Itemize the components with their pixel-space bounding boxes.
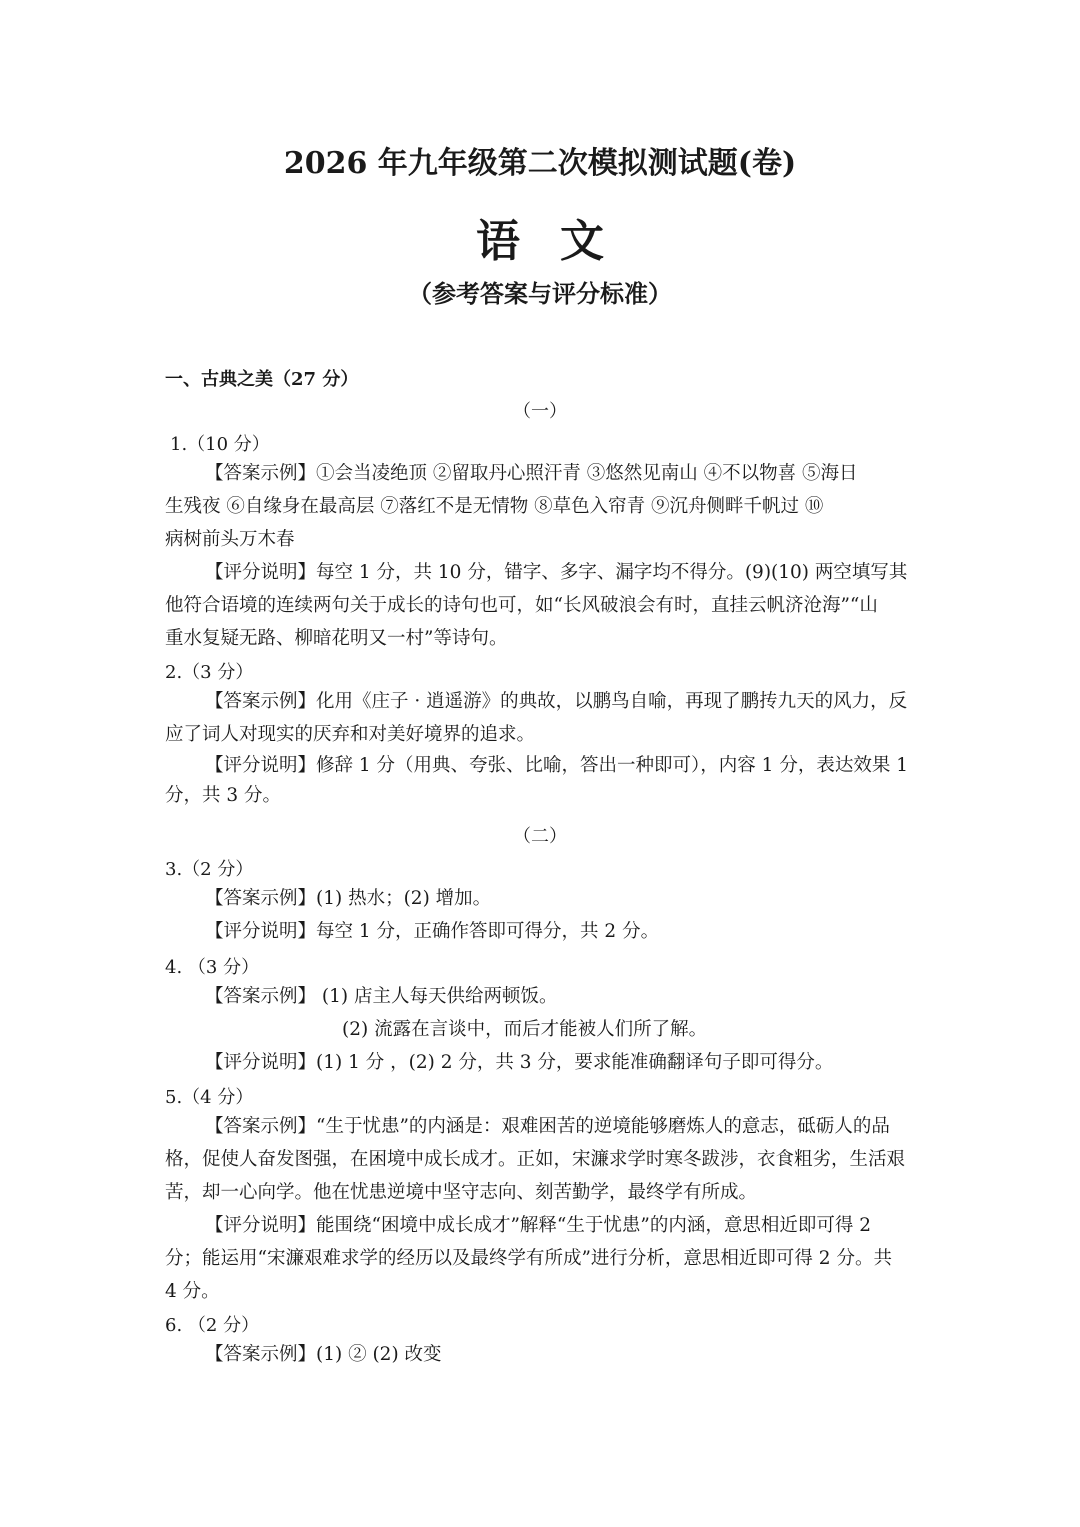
q1-answer-line-3: 病树前头万木春 [165, 529, 295, 550]
q1-answer-line-1: 【答案示例】①会当凌绝顶 ②留取丹心照汗青 ③悠然见南山 ④不以物喜 ⑤海日 [205, 463, 858, 484]
exam-title: 2026 年九年级第二次模拟测试题(卷) [283, 146, 797, 181]
q1-score-line-3: 重水复疑无路、柳暗花明又一村”等诗句。 [165, 628, 508, 649]
q1-score-line-2: 他符合语境的连续两句关于成长的诗句也可，如“长风破浪会有时，直挂云帆济沧海”“山 [165, 595, 878, 616]
q5-answer-line-2: 格，促使人奋发图强，在困境中成长成才。正如，宋濂求学时寒冬跋涉，衣食粗劣，生活艰 [165, 1149, 906, 1170]
question-3-number: 3.（2 分） [165, 859, 254, 880]
q4-answer-line-2: (2) 流露在言谈中，而后才能被人们所了解。 [342, 1019, 708, 1040]
q3-score: 【评分说明】每空 1 分，正确作答即可得分，共 2 分。 [205, 921, 660, 942]
q5-answer-line-3: 苦，却一心向学。他在忧患逆境中坚守志向、刻苦勤学，最终学有所成。 [165, 1182, 758, 1203]
part-two-heading: （二） [513, 826, 567, 847]
q5-score-line-1: 【评分说明】能围绕“困境中成长成才”解释“生于忧患”的内涵，意思相近即可得 2 [205, 1215, 871, 1236]
question-5-number: 5.（4 分） [165, 1087, 254, 1108]
q4-score: 【评分说明】(1) 1 分 ，(2) 2 分，共 3 分，要求能准确翻译句子即可得分。 [205, 1052, 834, 1073]
part-one-heading: （一） [513, 401, 567, 422]
q2-answer-line-2: 应了词人对现实的厌弃和对美好境界的追求。 [165, 724, 536, 745]
q2-answer-line-1: 【答案示例】化用《庄子 · 逍遥游》的典故，以鹏鸟自喻，再现了鹏抟九天的风力，反 [205, 691, 908, 712]
q5-score-line-3: 4 分。 [165, 1281, 220, 1302]
q3-answer: 【答案示例】(1) 热水；(2) 增加。 [205, 888, 492, 909]
q2-score-line-1: 【评分说明】修辞 1 分（用典、夸张、比喻，答出一种即可），内容 1 分，表达效果 1 [205, 755, 908, 776]
question-6-number: 6. （2 分） [165, 1315, 260, 1336]
question-4-number: 4. （3 分） [165, 957, 260, 978]
subject-title: 语文 [476, 216, 644, 267]
document-subtitle: （参考答案与评分标准） [408, 279, 672, 308]
q5-score-line-2: 分；能运用“宋濂艰难求学的经历以及最终学有所成”进行分析，意思相近即可得 2 分。共 [165, 1248, 892, 1269]
q4-answer-line-1: 【答案示例】 (1) 店主人每天供给两顿饭。 [205, 986, 558, 1007]
q1-score-line-1: 【评分说明】每空 1 分，共 10 分，错字、多字、漏字均不得分。(9)(10) 两空填写其 [205, 562, 908, 583]
question-1-number: 1.（10 分） [170, 434, 270, 455]
q5-answer-line-1: 【答案示例】“生于忧患”的内涵是：艰难困苦的逆境能够磨炼人的意志，砥砺人的品 [205, 1116, 890, 1137]
q1-answer-line-2: 生残夜 ⑥自缘身在最高层 ⑦落红不是无情物 ⑧草色入帘青 ⑨沉舟侧畔千帆过 ⑩ [165, 496, 824, 517]
section-heading: 一、古典之美（27 分） [165, 369, 359, 390]
q2-score-line-2: 分，共 3 分。 [165, 785, 282, 806]
q6-answer: 【答案示例】(1) ② (2) 改变 [205, 1344, 442, 1365]
question-2-number: 2.（3 分） [165, 662, 254, 683]
